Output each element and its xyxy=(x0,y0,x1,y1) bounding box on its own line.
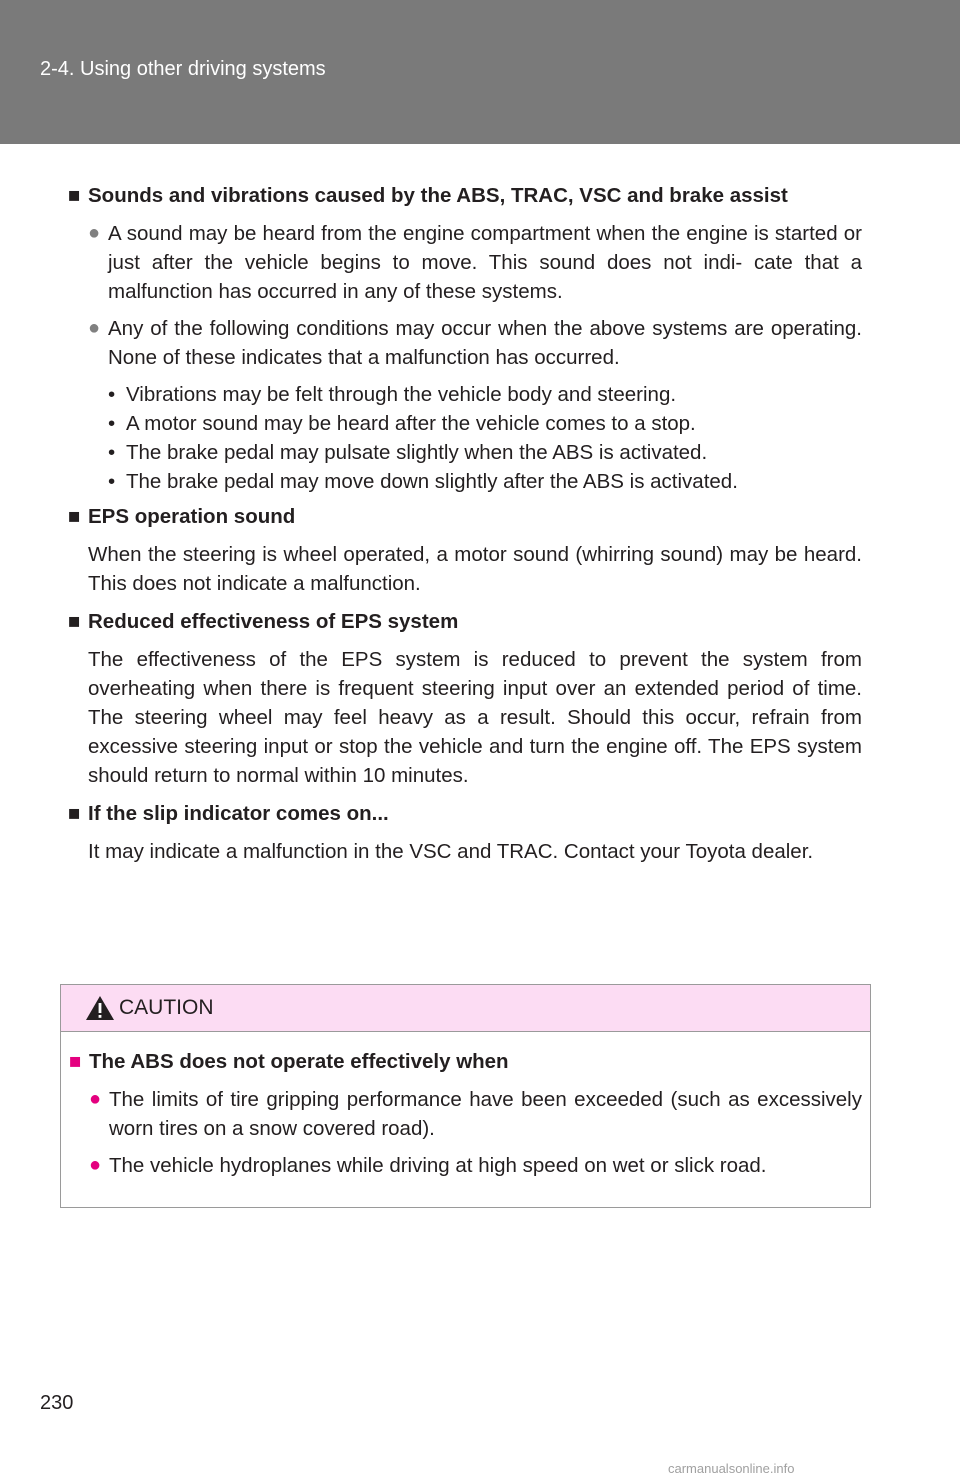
bullet-item: ● A sound may be heard from the engine compartment when the engine is started or just after the vehicle begins to move. This sound does not indi- cate that a malfunction has occurred in any of these systems. xyxy=(68,219,862,306)
sub-list-item: • Vibrations may be felt through the vehicle body and steering. xyxy=(68,380,862,409)
square-bullet-icon: ■ xyxy=(68,610,81,633)
caution-bullet-item: ● The limits of tire gripping performance have been exceeded (such as excessively worn tires on a snow covered road). xyxy=(69,1085,862,1143)
caution-heading: ■ The ABS does not operate effectively when xyxy=(69,1047,862,1076)
section-heading-slip-indicator: ■ If the slip indicator comes on... xyxy=(68,799,862,828)
paragraph: It may indicate a malfunction in the VSC and TRAC. Contact your Toyota dealer. xyxy=(88,840,814,863)
watermark: carmanualsonline.info xyxy=(668,1461,795,1476)
caution-title: CAUTION xyxy=(119,996,214,1019)
sub-list-item: • A motor sound may be heard after the vehicle comes to a stop. xyxy=(68,409,862,438)
caution-box xyxy=(60,984,871,1208)
dot-bullet-icon: • xyxy=(108,441,116,464)
dot-bullet-icon: • xyxy=(108,412,116,435)
caution-bullet-item: ● The vehicle hydroplanes while driving at high speed on wet or slick road. xyxy=(69,1151,862,1180)
paragraph: The effectiveness of the EPS system is reduced to prevent the system from overheating when there is frequent steering input over an extended period of time. The steering wheel may feel heavy as a result. Should this occur, refrain from excessive steering input or stop the vehicle and turn the engine off. The EPS system should return to normal within 10 minutes. xyxy=(88,648,862,787)
caution-body xyxy=(69,1047,862,1188)
dot-bullet-icon: • xyxy=(108,383,116,406)
sub-list-item: • The brake pedal may move down slightly after the ABS is activated. xyxy=(68,467,862,496)
page-header xyxy=(0,0,960,144)
caution-header xyxy=(61,985,870,1032)
circle-bullet-icon: ● xyxy=(88,317,101,339)
bullet-item: ● Any of the following conditions may occur when the above systems are operating. None of these indicates that a malfunction has occurred. xyxy=(68,314,862,372)
circle-bullet-icon: ● xyxy=(89,1088,102,1110)
section-title: 2-4. Using other driving systems xyxy=(40,58,326,80)
page-number: 230 xyxy=(40,1392,74,1414)
square-bullet-icon: ■ xyxy=(68,802,81,825)
sub-list-item: • The brake pedal may pulsate slightly when the ABS is activated. xyxy=(68,438,862,467)
square-bullet-icon: ■ xyxy=(69,1050,82,1073)
sub-list xyxy=(68,380,862,496)
circle-bullet-icon: ● xyxy=(89,1154,102,1176)
section-heading-eps-effectiveness: ■ Reduced effectiveness of EPS system xyxy=(68,607,862,636)
section-heading-eps-sound: ■ EPS operation sound xyxy=(68,502,862,531)
square-bullet-icon: ■ xyxy=(68,505,81,528)
circle-bullet-icon: ● xyxy=(88,222,101,244)
dot-bullet-icon: • xyxy=(108,470,116,493)
warning-triangle-icon xyxy=(85,995,115,1021)
square-bullet-icon: ■ xyxy=(68,184,81,207)
main-content xyxy=(68,181,862,875)
paragraph: When the steering is wheel operated, a motor sound (whirring sound) may be heard. This does not indicate a malfunction. xyxy=(88,543,862,595)
section-heading-sounds: ■ Sounds and vibrations caused by the ABS, TRAC, VSC and brake assist xyxy=(68,181,862,210)
